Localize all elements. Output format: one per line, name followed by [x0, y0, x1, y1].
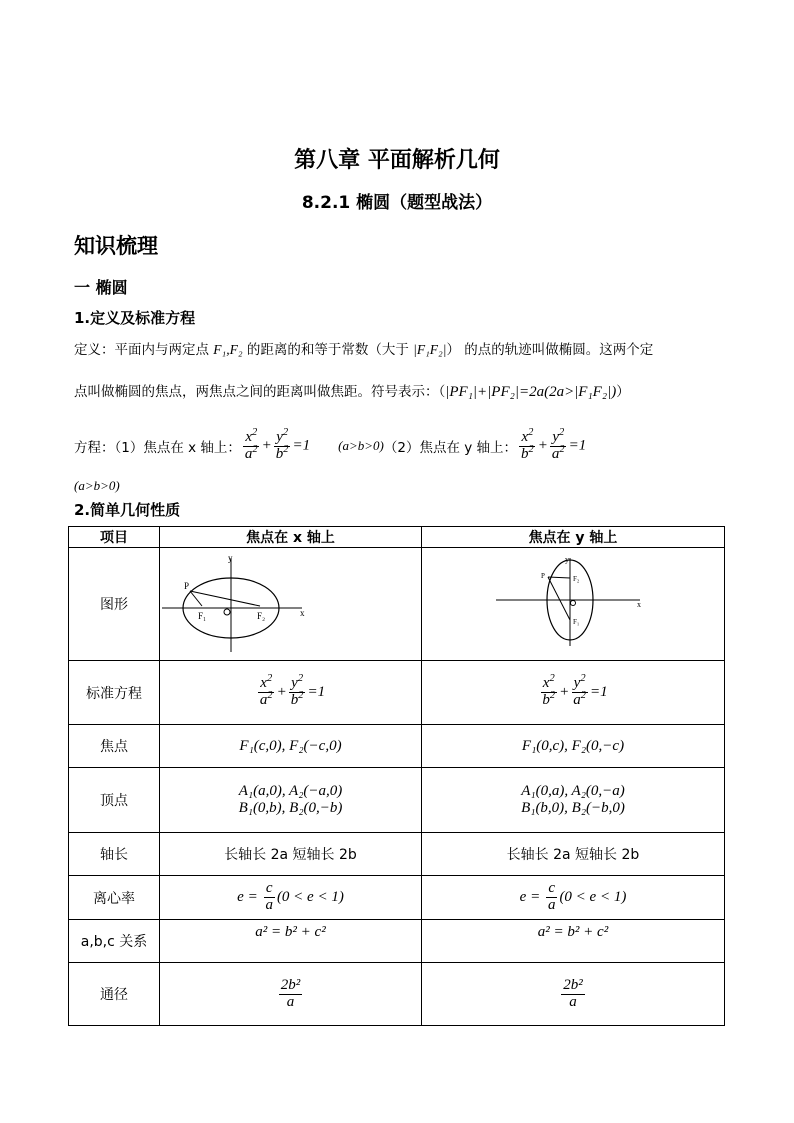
axes-x: 长轴长 2a 短轴长 2b [160, 833, 422, 876]
row-label-latus: 通径 [69, 963, 160, 1026]
header-item: 项目 [69, 527, 160, 548]
equation-line: 方程：（1）焦点在 x 轴上： $\frac{x^2}{a^2}$ + $\frac{y^2}{b^2}$ =1 (a>b>0) （2）焦点在 y 轴上： $\frac{x^2}{b^2}$ + $\frac{y^2}{a^2}$ =1 [74, 426, 587, 462]
focus-f1-label: F₁ [573, 618, 580, 626]
ellipse-x-figure [160, 548, 422, 656]
foci-y: F₁(0,c), F₂(0,−c) [422, 725, 725, 768]
table-row [69, 548, 725, 661]
latus-y: $\frac{\text{2b²}}{a}$ [422, 963, 725, 1026]
abc-x: a² = b² + c² [160, 920, 422, 963]
definition-line-1: 定义：平面内与两定点 F₁,F₂ 的距离的和等于常数（大于 |F₁F₂|） 的点的轨迹叫做椭圆。这两个定 [74, 342, 654, 358]
point-p-label: P [184, 581, 190, 591]
table-row [69, 833, 725, 876]
table-header-row [69, 527, 725, 548]
row-label-axes: 轴长 [69, 833, 160, 876]
axes-y: 长轴长 2a 短轴长 2b [422, 833, 725, 876]
abc-y: a² = b² + c² [422, 920, 725, 963]
row-label-abc: a,b,c 关系 [69, 920, 160, 963]
header-x-axis: 焦点在 x 轴上 [160, 527, 422, 548]
focus-f1-label: F₁ [198, 611, 207, 621]
row-label-eccentricity: 离心率 [69, 876, 160, 920]
table-row [69, 768, 725, 833]
std-eq-x: $\frac{x^2}{a^2}$ + $\frac{y^2}{b^2}$ =1 [160, 661, 422, 725]
header-y-axis: 焦点在 y 轴上 [422, 527, 725, 548]
point-p-label: P [541, 572, 545, 580]
x-axis-label: x [637, 600, 641, 609]
ecc-x: e = $\frac{c}{a}$ (0 < e < 1) [160, 876, 422, 920]
latus-x: $\frac{\text{2b²}}{a}$ [160, 963, 422, 1026]
y-axis-label: y [228, 553, 233, 563]
ecc-y: e = $\frac{c}{a}$ (0 < e < 1) [422, 876, 725, 920]
heading-properties: 2.简单几何性质 [74, 501, 181, 519]
figure-x-cell [160, 548, 422, 661]
table-row [69, 725, 725, 768]
y-axis-label: y [565, 555, 569, 564]
eq-y-major: $\frac{x^2}{b^2}$ + $\frac{y^2}{a^2}$ =1 [521, 426, 587, 462]
row-label-vertices: 顶点 [69, 768, 160, 833]
ellipse-y-figure [422, 548, 725, 656]
table-row [69, 661, 725, 725]
vertices-y: A₁(0,a), A₂(0,−a) B₁(b,0), B₂(−b,0) [422, 768, 725, 833]
table-row [69, 963, 725, 1026]
vertices-x: A₁(a,0), A₂(−a,0) B₁(0,b), B₂(0,−b) [160, 768, 422, 833]
table-row [69, 876, 725, 920]
heading-knowledge: 知识梳理 [74, 234, 158, 258]
equation-condition-2: (a>b>0) [74, 478, 120, 493]
x-axis-label: x [300, 608, 305, 618]
table-row [69, 920, 725, 963]
heading-definition: 1.定义及标准方程 [74, 309, 196, 327]
focus-f2-label: F₂ [257, 611, 266, 621]
figure-y-cell [422, 548, 725, 661]
heading-ellipse: 一 椭圆 [74, 278, 128, 297]
chapter-title: 第八章 平面解析几何 [294, 148, 500, 173]
section-title: 8.2.1 椭圆（题型战法） [301, 193, 493, 213]
row-label-std-eq: 标准方程 [69, 661, 160, 725]
std-eq-y: $\frac{x^2}{b^2}$ + $\frac{y^2}{a^2}$ =1 [422, 661, 725, 725]
row-label-foci: 焦点 [69, 725, 160, 768]
row-label-figure: 图形 [69, 548, 160, 661]
definition-line-2: 点叫做椭圆的焦点，两焦点之间的距离叫做焦距。符号表示：（|PF₁|+|PF₂|=2a(2a>|F₁F₂|)） [74, 384, 630, 400]
eq-x-major: $\frac{x^2}{a^2}$ + $\frac{y^2}{b^2}$ =1 [244, 426, 311, 462]
focus-f2-label: F₂ [573, 575, 580, 583]
properties-table [68, 526, 725, 1026]
foci-x: F₁(c,0), F₂(−c,0) [160, 725, 422, 768]
